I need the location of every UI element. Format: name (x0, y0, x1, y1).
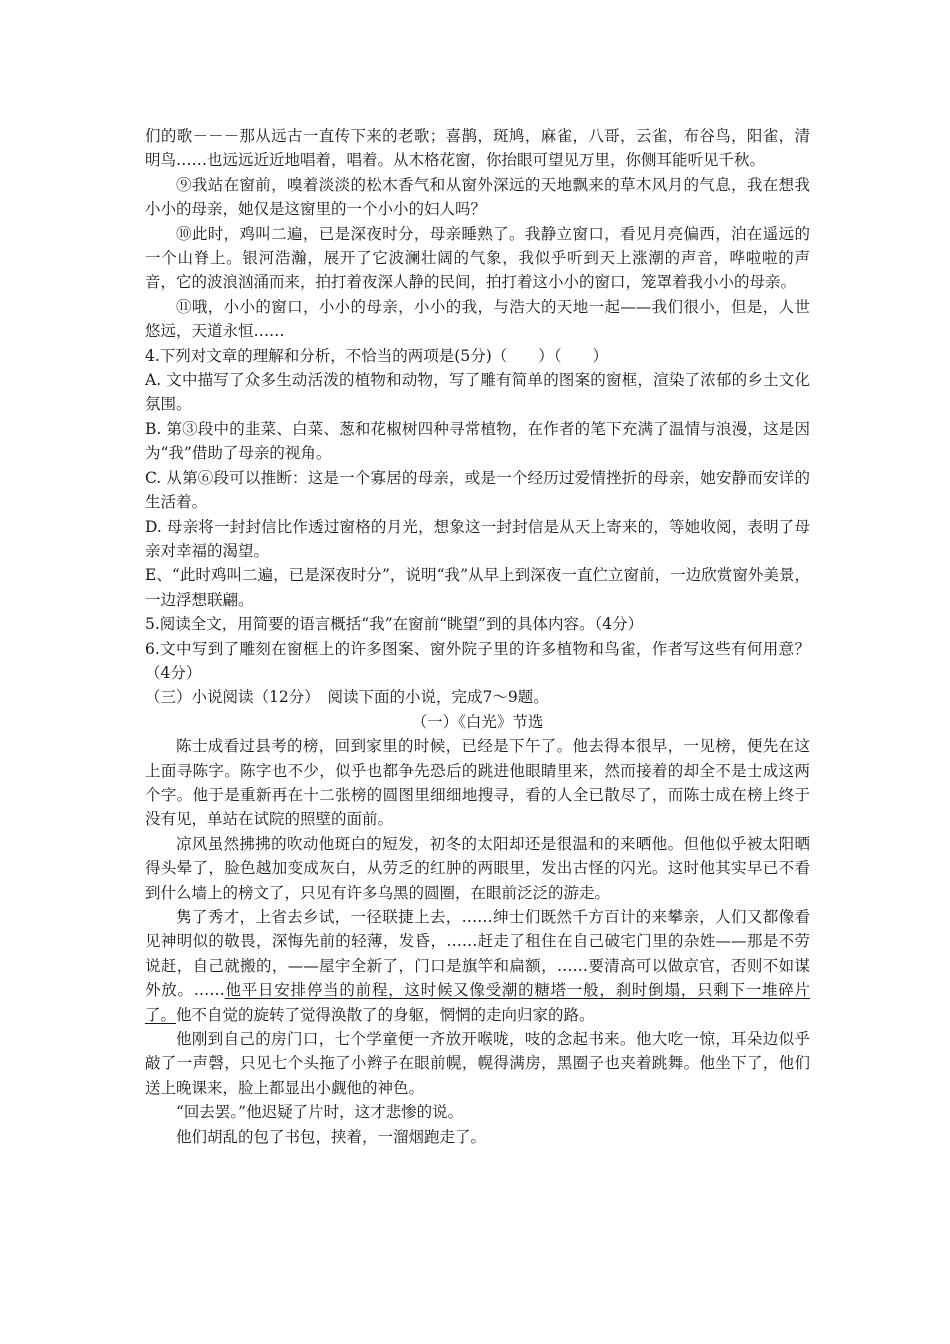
novel-paragraph-5: “回去罢。”他迟疑了片时，这才悲惨的说。 (176, 1103, 464, 1122)
novel-paragraph-6: 他们胡乱的包了书包，挟着，一溜烟跑走了。 (176, 1127, 487, 1146)
document-page (145, 124, 810, 1149)
paragraph-11: ⑪哦，小小的窗口，小小的母亲，小小的我，与浩大的天地一起——我们很小，但是，人世悠远，天道永恒…… (145, 297, 810, 341)
question-4-option-a: A. 文中描写了众多生动活泼的植物和动物，写了雕有简单的图案的窗框，渲染了浓郁的乡土文化氛围。 (145, 371, 810, 414)
section-3-heading: （三）小说阅读（12分） 阅读下面的小说，完成7～9题。 (145, 688, 549, 707)
question-4-stem: 4.下列对文章的理解和分析，不恰当的两项是(5分)（ ）（ ） (145, 346, 608, 365)
novel-paragraph-1: 陈士成看过县考的榜，回到家里的时候，已经是下午了。他去得本很早，一见榜，便先在这上面寻陈字。陈字也不少，似乎也都争先恐后的跳进他眼睛里来，然而接着的却全不是士成这两个字。他于是重新再在十二张榜的圆图里细细地搜寻，看的人全已散尽了，而陈士成在榜上终于没有见，单站在试院的照壁的面前。 (145, 737, 810, 829)
novel-paragraph-3-text-a: 隽了秀才，上省去乡试，一径联捷上去，……绅士们既然千方百计的来攀亲，人们又都像看见神明似的敬畏，深悔先前的轻薄，发昏，……赶走了租住在自己破宅门里的杂姓——那是不劳说赶，自己就搬的，——屋宇全新了，门口是旗竿和扁额，……要清高可以做京官，否则不如谋外放。…… (145, 908, 810, 1000)
paragraph-9: ⑨我站在窗前，嗅着淡淡的松木香气和从窗外深远的天地飘来的草木风月的气息，我在想我小小的母亲，她仅是这窗里的一个小小的妇人吗？ (145, 175, 810, 219)
question-5: 5.阅读全文，用简要的语言概括“我”在窗前“眺望”到的具体内容。（4分） (145, 615, 644, 634)
novel-paragraph-2: 凉风虽然拂拂的吹动他斑白的短发，初冬的太阳却还是很温和的来晒他。但他似乎被太阳晒得头晕了，脸色越加变成灰白，从劳乏的红肿的两眼里，发出古怪的闪光。这时他其实早已不看到什么墙上的榜文了，只见有许多乌黑的圆圈，在眼前泛泛的游走。 (145, 834, 810, 902)
underlined-sentence: 他平日安排停当的前程，这时候又像受潮的糖塔一般，刹时倒塌，只剩下一堆碎片了。 (145, 981, 810, 1024)
paragraph-10: ⑩此时，鸡叫二遍，已是深夜时分，母亲睡熟了。我静立窗口，看见月亮偏西，泊在遥远的一个山脊上。银河浩瀚，展开了它波澜壮阔的气象，我似乎听到天上涨潮的声音，哗啦啦的声音，它的波浪汹涌而来，拍打着夜深人静的民间，拍打着这小小的窗口，笼罩着我小小的母亲。 (145, 224, 810, 292)
novel-paragraph-4: 他刚到自己的房门口，七个学童便一齐放开喉咙，吱的念起书来。他大吃一惊，耳朵边似乎敲了一声磬，只见七个头拖了小辫子在眼前幌，幌得满房，黑圈子也夹着跳舞。他坐下了，他们送上晚课来，脸上都显出小觑他的神色。 (145, 1030, 810, 1097)
question-4-option-c: C. 从第⑥段可以推断：这是一个寡居的母亲，或是一个经历过爱情挫折的母亲，她安静而安详的生活着。 (145, 468, 810, 512)
question-6: 6.文中写到了雕刻在窗框上的许多图案、窗外院子里的许多植物和鸟雀，作者写这些有何用意？（4分） (145, 639, 810, 682)
novel-paragraph-3 (145, 905, 810, 1027)
question-4-option-e: E、“此时鸡叫二遍，已是深夜时分”，说明“我”从早上到深夜一直伫立窗前，一边欣赏窗外美景，一边浮想联翩。 (145, 566, 810, 609)
novel-paragraph-3-text-b: 他不自觉的旋转了觉得涣散了的身躯，惘惘的走向归家的路。 (176, 1005, 595, 1024)
paragraph-8-continued: 们的歌－－－那从远古一直传下来的老歌；喜鹊，斑鸠，麻雀，八哥，云雀，布谷鸟，阳雀，清明鸟……也远远近近地唱着，唱着。从木格花窗，你抬眼可望见万里，你侧耳能听见千秋。 (145, 127, 810, 170)
novel-subtitle: （一）《白光》节选 (411, 712, 544, 731)
question-4-option-d: D. 母亲将一封封信比作透过窗格的月光，想象这一封封信是从天上寄来的，等她收阅，表明了母亲对幸福的渴望。 (145, 517, 810, 560)
question-4-option-b: B. 第③段中的韭菜、白菜、葱和花椒树四种寻常植物，在作者的笔下充满了温情与浪漫，这是因为“我”借助了母亲的视角。 (145, 419, 810, 463)
